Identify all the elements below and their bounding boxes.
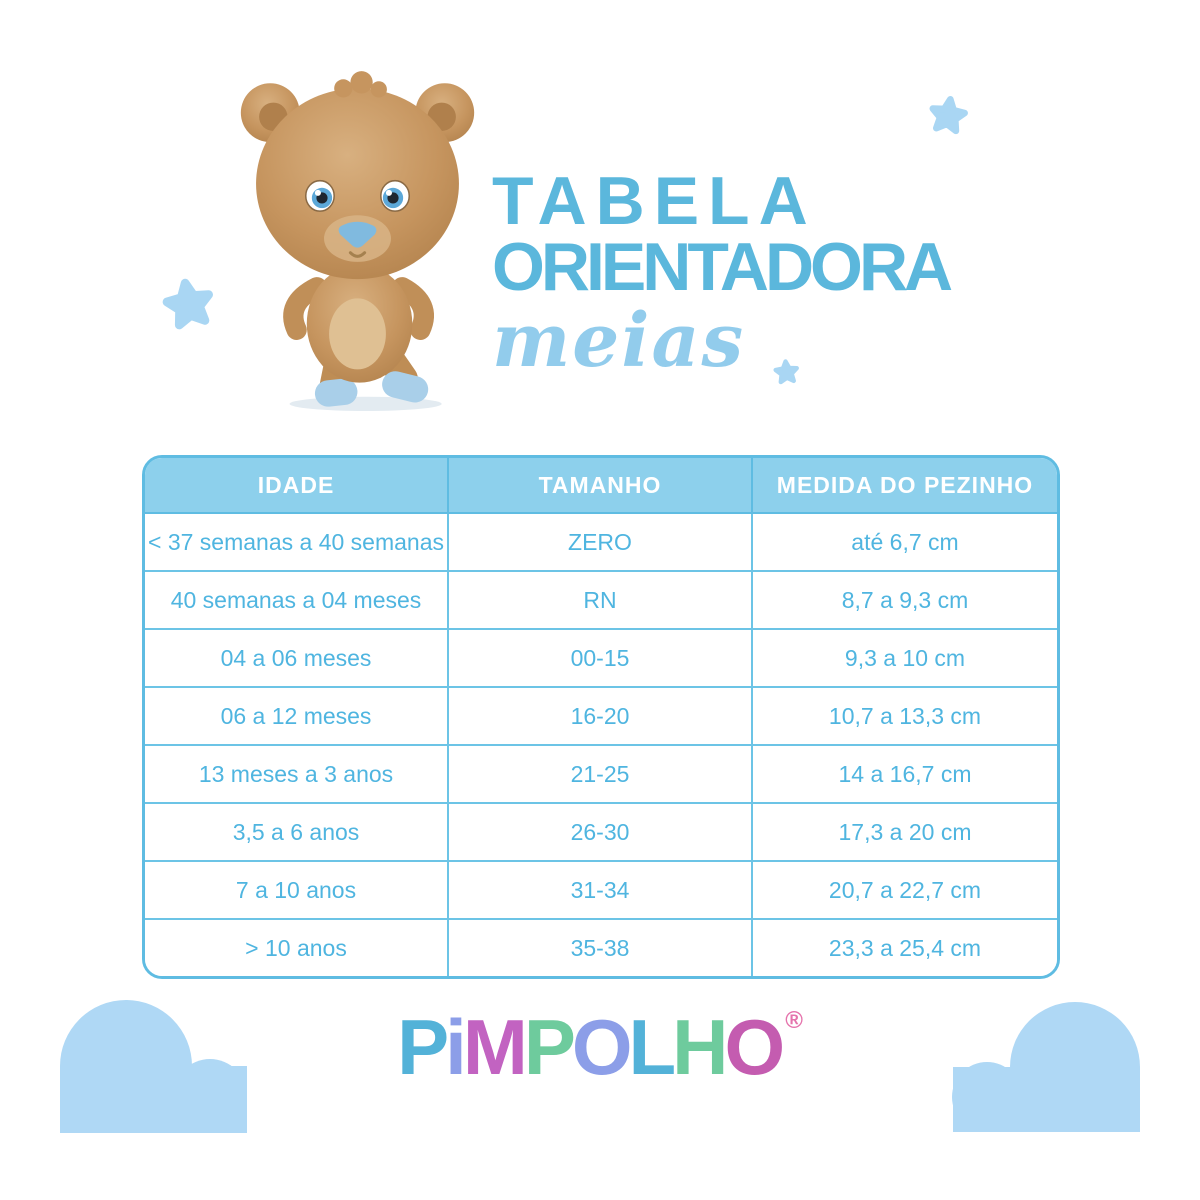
table-row [145, 862, 1057, 920]
size-table-header [145, 458, 1057, 514]
table-row [145, 920, 1057, 976]
bear-left-eye [306, 181, 334, 211]
title-subtitle: meias [492, 298, 746, 384]
star-icon [155, 271, 222, 338]
cloud-decoration [952, 1000, 1140, 1132]
table-cell: 31-34 [449, 862, 753, 920]
bear-right-eye [381, 181, 409, 211]
table-cell: 9,3 a 10 cm [753, 630, 1057, 688]
title-line-1: TABELA [492, 163, 817, 239]
table-row [145, 630, 1057, 688]
sock-size-table [142, 455, 1060, 979]
title-line-2: ORIENTADORA [492, 229, 950, 305]
table-cell: 26-30 [449, 804, 753, 862]
table-cell: 16-20 [449, 688, 753, 746]
table-row [145, 514, 1057, 572]
table-row [145, 572, 1057, 630]
table-cell: 14 a 16,7 cm [753, 746, 1057, 804]
table-cell: 06 a 12 meses [145, 688, 449, 746]
table-cell: 17,3 a 20 cm [753, 804, 1057, 862]
column-header-tamanho: TAMANHO [449, 458, 753, 514]
table-cell: < 37 semanas a 40 semanas [145, 514, 449, 572]
table-cell: ZERO [449, 514, 753, 572]
table-row [145, 688, 1057, 746]
logo-letter: H [672, 1003, 725, 1091]
logo-letter: P [523, 1003, 572, 1091]
table-cell: 8,7 a 9,3 cm [753, 572, 1057, 630]
table-row [145, 746, 1057, 804]
table-row [145, 804, 1057, 862]
logo-letter: P [397, 1003, 446, 1091]
column-header-idade: IDADE [145, 458, 449, 514]
table-cell: 23,3 a 25,4 cm [753, 920, 1057, 976]
table-cell: > 10 anos [145, 920, 449, 976]
table-cell: 3,5 a 6 anos [145, 804, 449, 862]
logo-letter: M [462, 1003, 524, 1091]
table-cell: 21-25 [449, 746, 753, 804]
table-cell: 04 a 06 meses [145, 630, 449, 688]
logo-letter: i [445, 1003, 463, 1091]
cloud-decoration [60, 998, 247, 1133]
table-cell: 40 semanas a 04 meses [145, 572, 449, 630]
table-cell: 35-38 [449, 920, 753, 976]
table-cell: 00-15 [449, 630, 753, 688]
page-title [492, 163, 950, 384]
size-table-body [145, 514, 1057, 976]
table-cell: RN [449, 572, 753, 630]
logo-letter: L [628, 1003, 673, 1091]
star-icon [923, 91, 973, 141]
table-cell: 20,7 a 22,7 cm [753, 862, 1057, 920]
table-cell: 7 a 10 anos [145, 862, 449, 920]
star-icon [771, 357, 802, 388]
logo-letter: O [724, 1003, 782, 1091]
column-header-medida: MEDIDA DO PEZINHO [753, 458, 1057, 514]
teddy-bear-mascot [225, 62, 490, 412]
table-cell: 13 meses a 3 anos [145, 746, 449, 804]
registered-trademark: ® [785, 1007, 803, 1034]
logo-letter: O [571, 1003, 629, 1091]
table-cell: 10,7 a 13,3 cm [753, 688, 1057, 746]
header-row [145, 458, 1057, 514]
table-cell: até 6,7 cm [753, 514, 1057, 572]
